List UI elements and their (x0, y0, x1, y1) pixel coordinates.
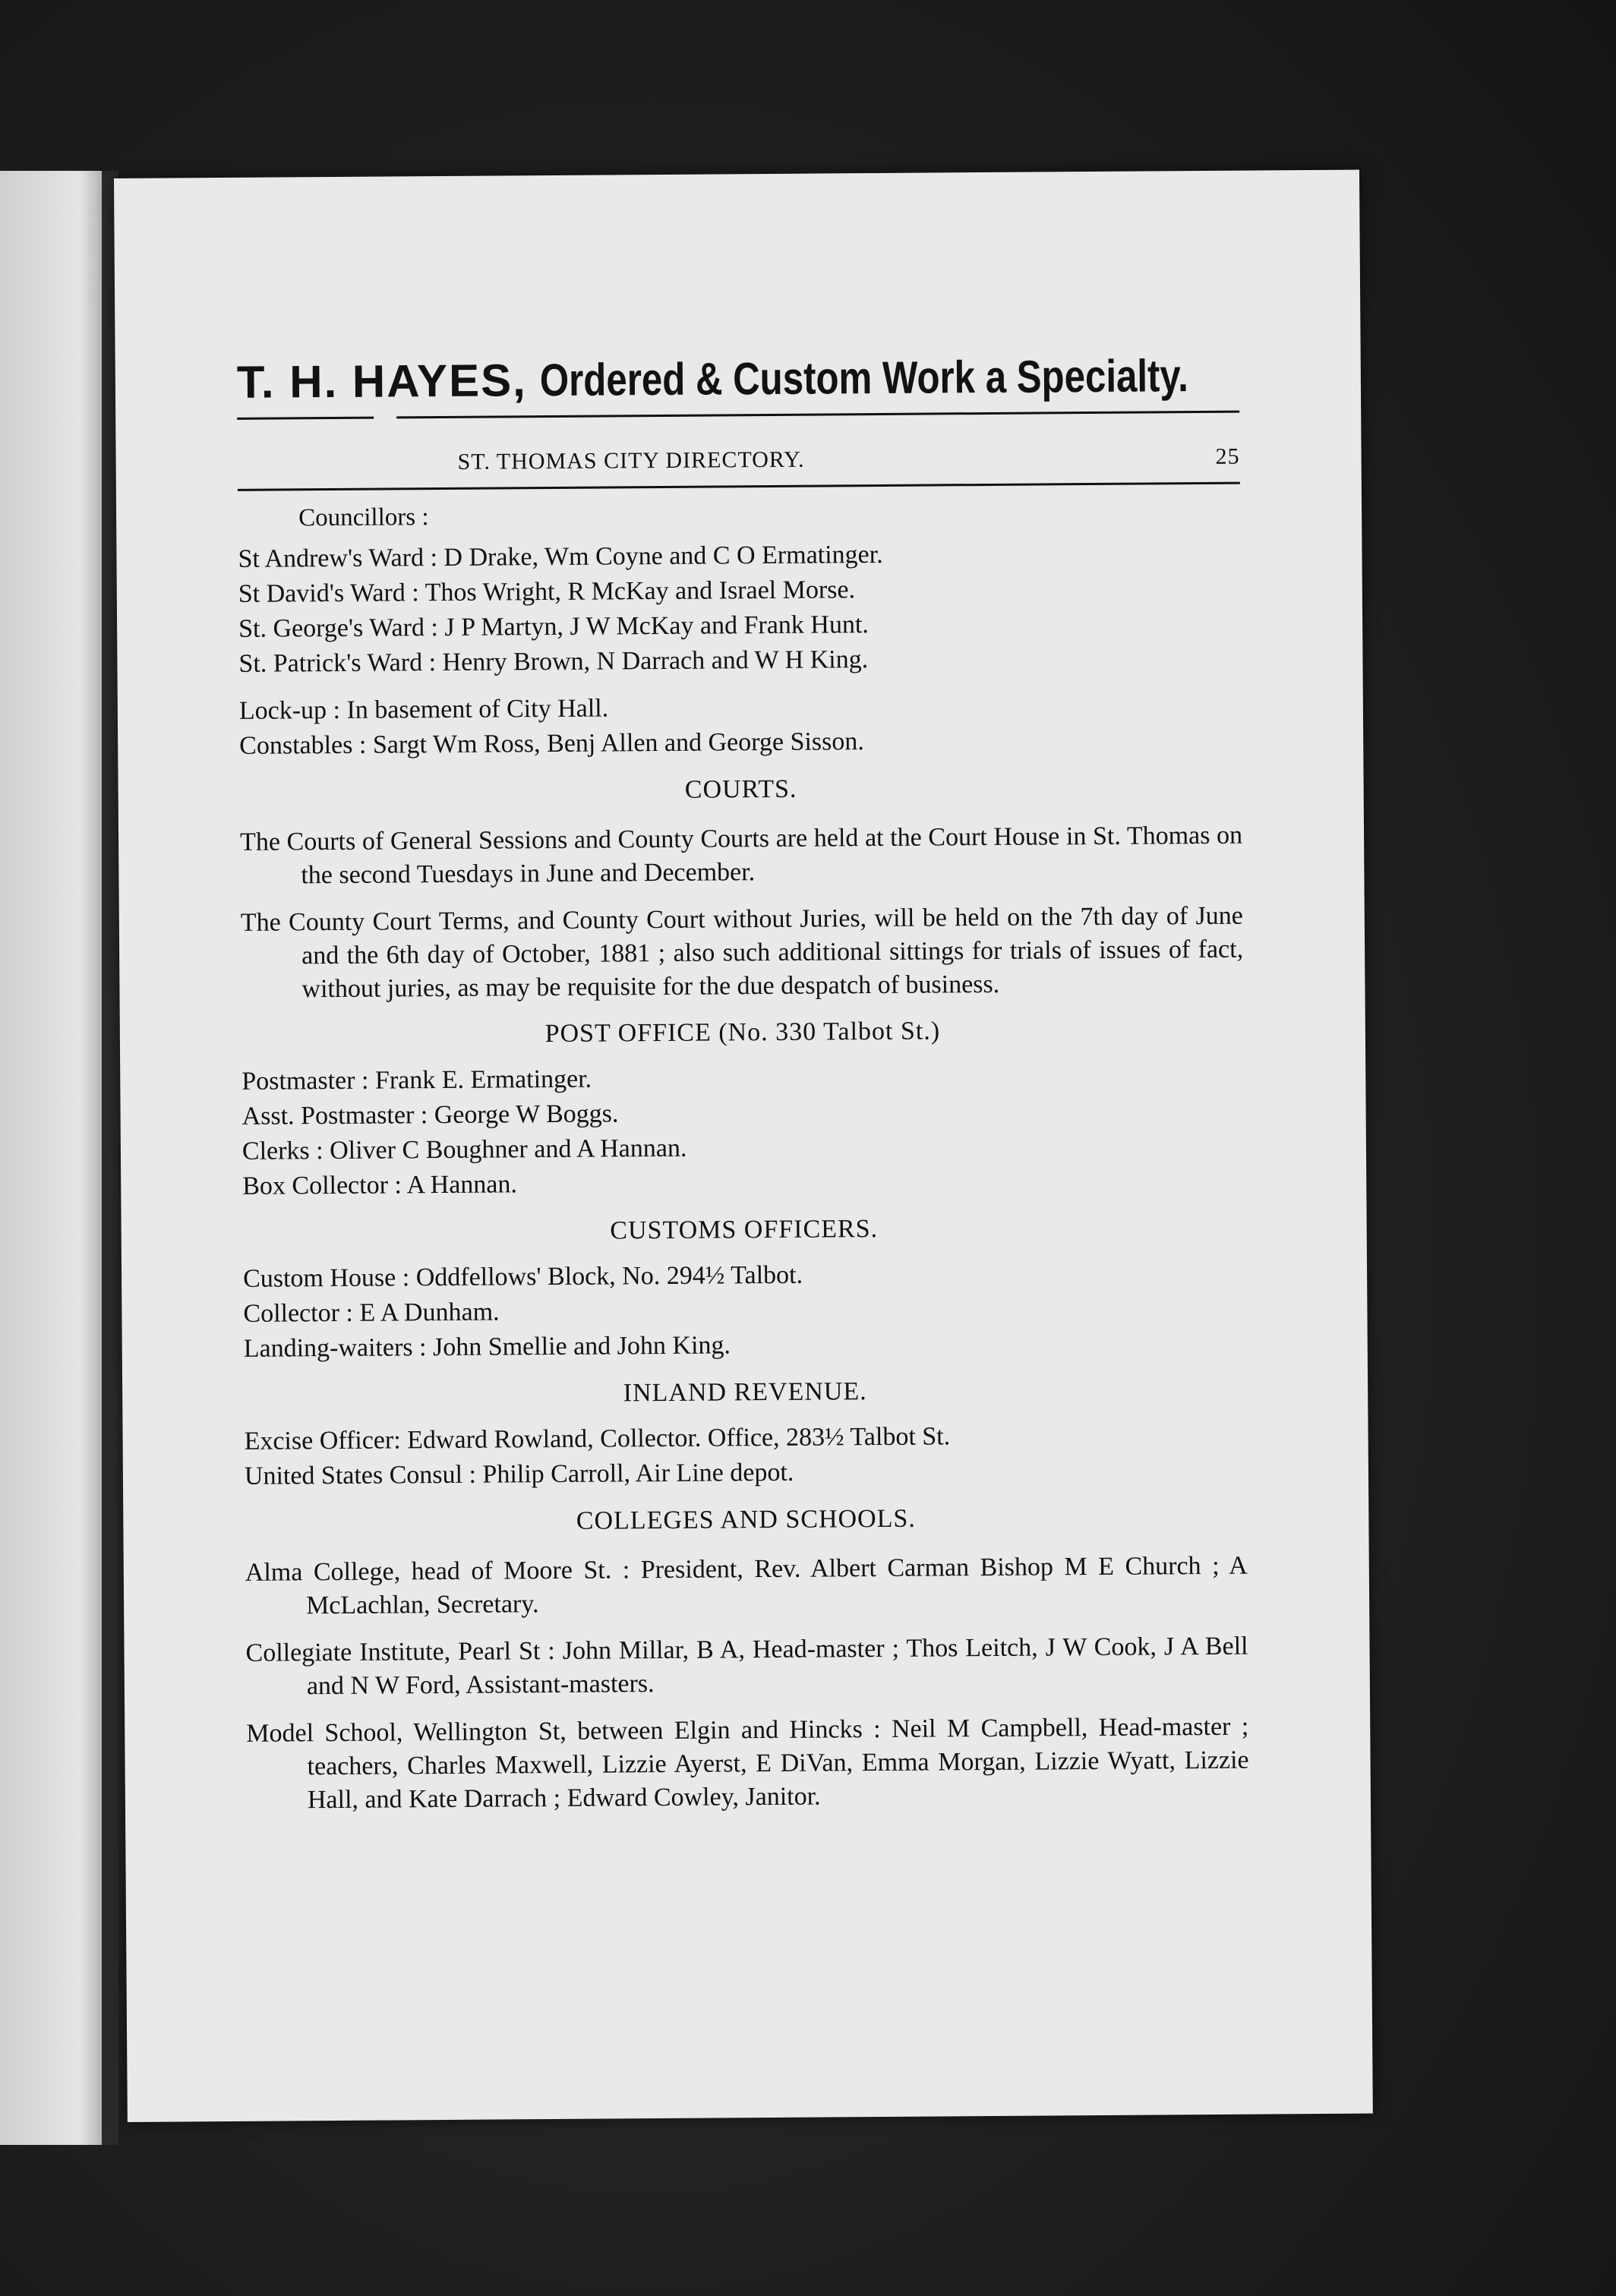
customs-entry: Custom House : Oddfellows' Block, No. 294½ Talbot. (242, 1260, 803, 1293)
advert-banner (237, 345, 1240, 413)
page-number: 25 (1215, 443, 1240, 469)
ward-entry: St Andrew's Ward : D Drake, Wm Coyne and C O Ermatinger. (238, 540, 883, 573)
customs-heading: CUSTOMS OFFICERS. (610, 1215, 879, 1245)
police-list (239, 687, 1242, 764)
ward-entry: St. George's Ward : J P Martyn, J W McKay and Frank Hunt. (238, 610, 869, 643)
facing-page-edge (0, 171, 114, 2145)
page-content (237, 345, 1249, 1818)
post-office-entry: Clerks : Oliver C Boughner and A Hannan. (241, 1134, 687, 1165)
councillors-list (238, 535, 1241, 682)
inland-revenue-heading: INLAND REVENUE. (623, 1377, 867, 1408)
running-head (237, 434, 1239, 489)
ward-entry: St David's Ward : Thos Wright, R McKay and Israel Morse. (238, 576, 856, 608)
customs-list (243, 1255, 1246, 1367)
college-paragraph: Alma College, head of Moore St. : President, Rev. Albert Carman Bishop M E Church ; A McLachlan, Secretary. (245, 1551, 1248, 1620)
courts-paragraph: The County Court Terms, and County Court without Juries, will be held on the 7th day of June and the 6th day of October, 1881 ; also such additional sittings for trials of issues of fact, without juries, as may be requisite for the due despatch of business. (240, 901, 1244, 1004)
post-office-entry: Postmaster : Frank E. Ermatinger. (241, 1064, 592, 1096)
post-office-list (241, 1058, 1245, 1204)
courts-heading: COURTS. (684, 774, 797, 804)
lockup-entry: Lock-up : In basement of City Hall. (238, 694, 609, 725)
advert-name: T. H. HAYES, (236, 355, 527, 408)
running-head-title: ST. THOMAS CITY DIRECTORY. (457, 446, 805, 475)
customs-entry: Collector : E A Dunham. (243, 1298, 500, 1328)
inland-revenue-entry: Excise Officer: Edward Rowland, Collector. Office, 283½ Talbot St. (244, 1422, 951, 1456)
post-office-entry: Asst. Postmaster : George W Boggs. (241, 1099, 619, 1131)
directory-page (114, 170, 1373, 2122)
customs-entry: Landing-waiters : John Smellie and John King. (243, 1331, 731, 1363)
courts-paragraph: The Courts of General Sessions and County Courts are held at the Court House in St. Thomas on the second Tuesdays in June and December. (239, 821, 1243, 890)
post-office-entry: Box Collector : A Hannan. (242, 1170, 518, 1200)
inland-revenue-list (244, 1418, 1247, 1494)
college-paragraph: Model School, Wellington St, between Elgin and Hincks : Neil M Campbell, Head-master ; teachers, Charles Maxwell, Lizzie Ayerst, E DiVan, Emma Morgan, Lizzie Wyatt, Lizzie Hall, and Kate Darrach ; Edward Cowley, Janitor. (246, 1712, 1249, 1815)
ward-entry: St. Patrick's Ward : Henry Brown, N Darrach and W H King. (238, 645, 869, 678)
constables-entry: Constables : Sargt Wm Ross, Benj Allen and George Sisson. (239, 727, 864, 760)
colleges-heading: COLLEGES AND SCHOOLS. (576, 1504, 916, 1535)
college-paragraph: Collegiate Institute, Pearl St : John Millar, B A, Head-master ; Thos Leitch, J W Cook, J A Bell and N W Ford, Assistant-masters. (245, 1632, 1248, 1701)
post-office-heading: POST OFFICE (No. 330 Talbot St.) (544, 1017, 941, 1049)
advert-slogan: Ordered & Custom Work a Specialty. (539, 350, 1188, 406)
councillors-label: Councillors : (298, 503, 429, 532)
inland-revenue-entry: United States Consul : Philip Carroll, Air Line depot. (244, 1458, 794, 1490)
